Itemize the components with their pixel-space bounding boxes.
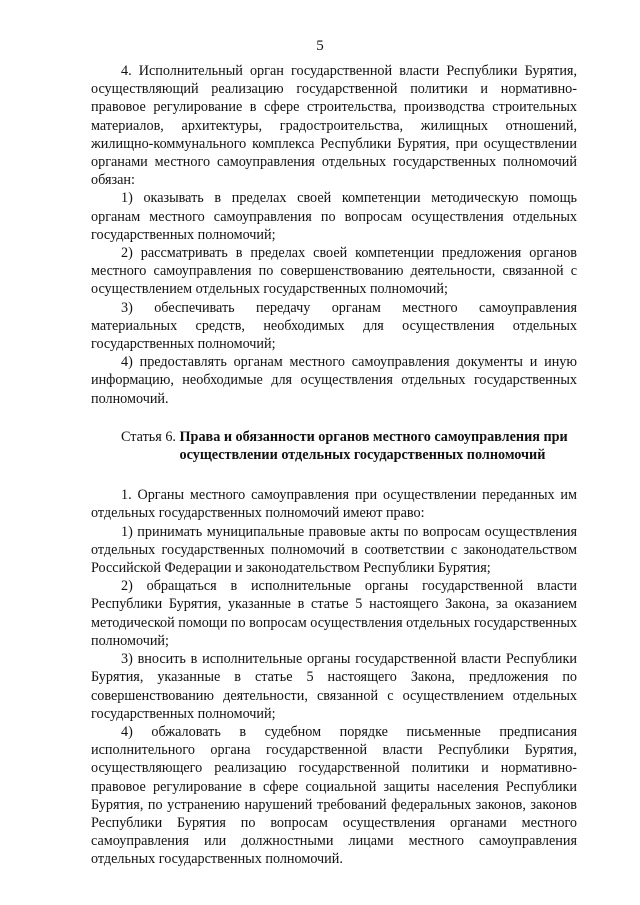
section1-intro: 1. Органы местного самоуправления при осуществлении переданных им отдельных государственных полномочий имеют право: <box>91 487 577 522</box>
section1-item-1: 1) принимать муниципальные правовые акты по вопросам осуществления отдельных государственных полномочий в соответствии с законодательством Российской Федерации и законодательством Республики Бурятия; <box>91 523 577 577</box>
section1-item-4: 4) обжаловать в судебном порядке письменные предписания исполнительного органа государственной власти Республики Бурятия, осуществляющего реализацию государственной политики и нормативно-правовое регулирование в сфере социальной защиты населения Республики Бурятия, по устранению нарушений требований федеральных законов, законов Республики Бурятия по вопросам осуществления органами местного самоуправления или должностными лицами местного самоуправления отдельных государственных полномочий. <box>91 723 577 868</box>
section4-item-3: 3) обеспечивать передачу органам местного самоуправления материальных средств, необходимых для осуществления отдельных государственных полномочий; <box>91 299 577 353</box>
page-number: 5 <box>316 38 324 54</box>
section4-item-1: 1) оказывать в пределах своей компетенции методическую помощь органам местного самоуправления по вопросам осуществления отдельных государственных полномочий; <box>91 190 577 243</box>
article-6-title: Права и обязанности органов местного самоуправления при осуществлении отдельных государственных полномочий <box>179 428 568 464</box>
section1-item-3: 3) вносить в исполнительные органы государственной власти Республики Бурятия, указанные в статье 5 настоящего Закона, предложения по совершенствованию деятельности, связанной с осуществлением отдельных государственных полномочий; <box>91 651 577 722</box>
section4-item-4: 4) предоставлять органам местного самоуправления документы и иную информацию, необходимые для осуществления отдельных государственных полномочий. <box>91 354 577 407</box>
section4-item-2: 2) рассматривать в пределах своей компетенции предложения органов местного самоуправления по совершенствованию деятельности, связанной с осуществлением отдельных государственных полномочий; <box>91 245 577 298</box>
article-6-heading <box>91 428 577 464</box>
section1-item-2: 2) обращаться в исполнительные органы государственной власти Республики Бурятия, указанные в статье 5 настоящего Закона, за оказанием методической помощи по вопросам осуществления отдельных государственных полномочий; <box>91 578 577 649</box>
article-6-label: Статья 6. <box>121 428 180 445</box>
document-body <box>91 62 577 869</box>
section4-intro: 4. Исполнительный орган государственной власти Республики Бурятия, осуществляющий реализацию государственной политики и нормативно-правовое регулирование в сфере строительства, производства строительных материалов, архитектуры, градостроительства, жилищных отношений, жилищно-коммунального комплекса Республики Бурятия, при осуществлении органами местного самоуправления отдельных государственных полномочий обязан: <box>91 63 577 189</box>
